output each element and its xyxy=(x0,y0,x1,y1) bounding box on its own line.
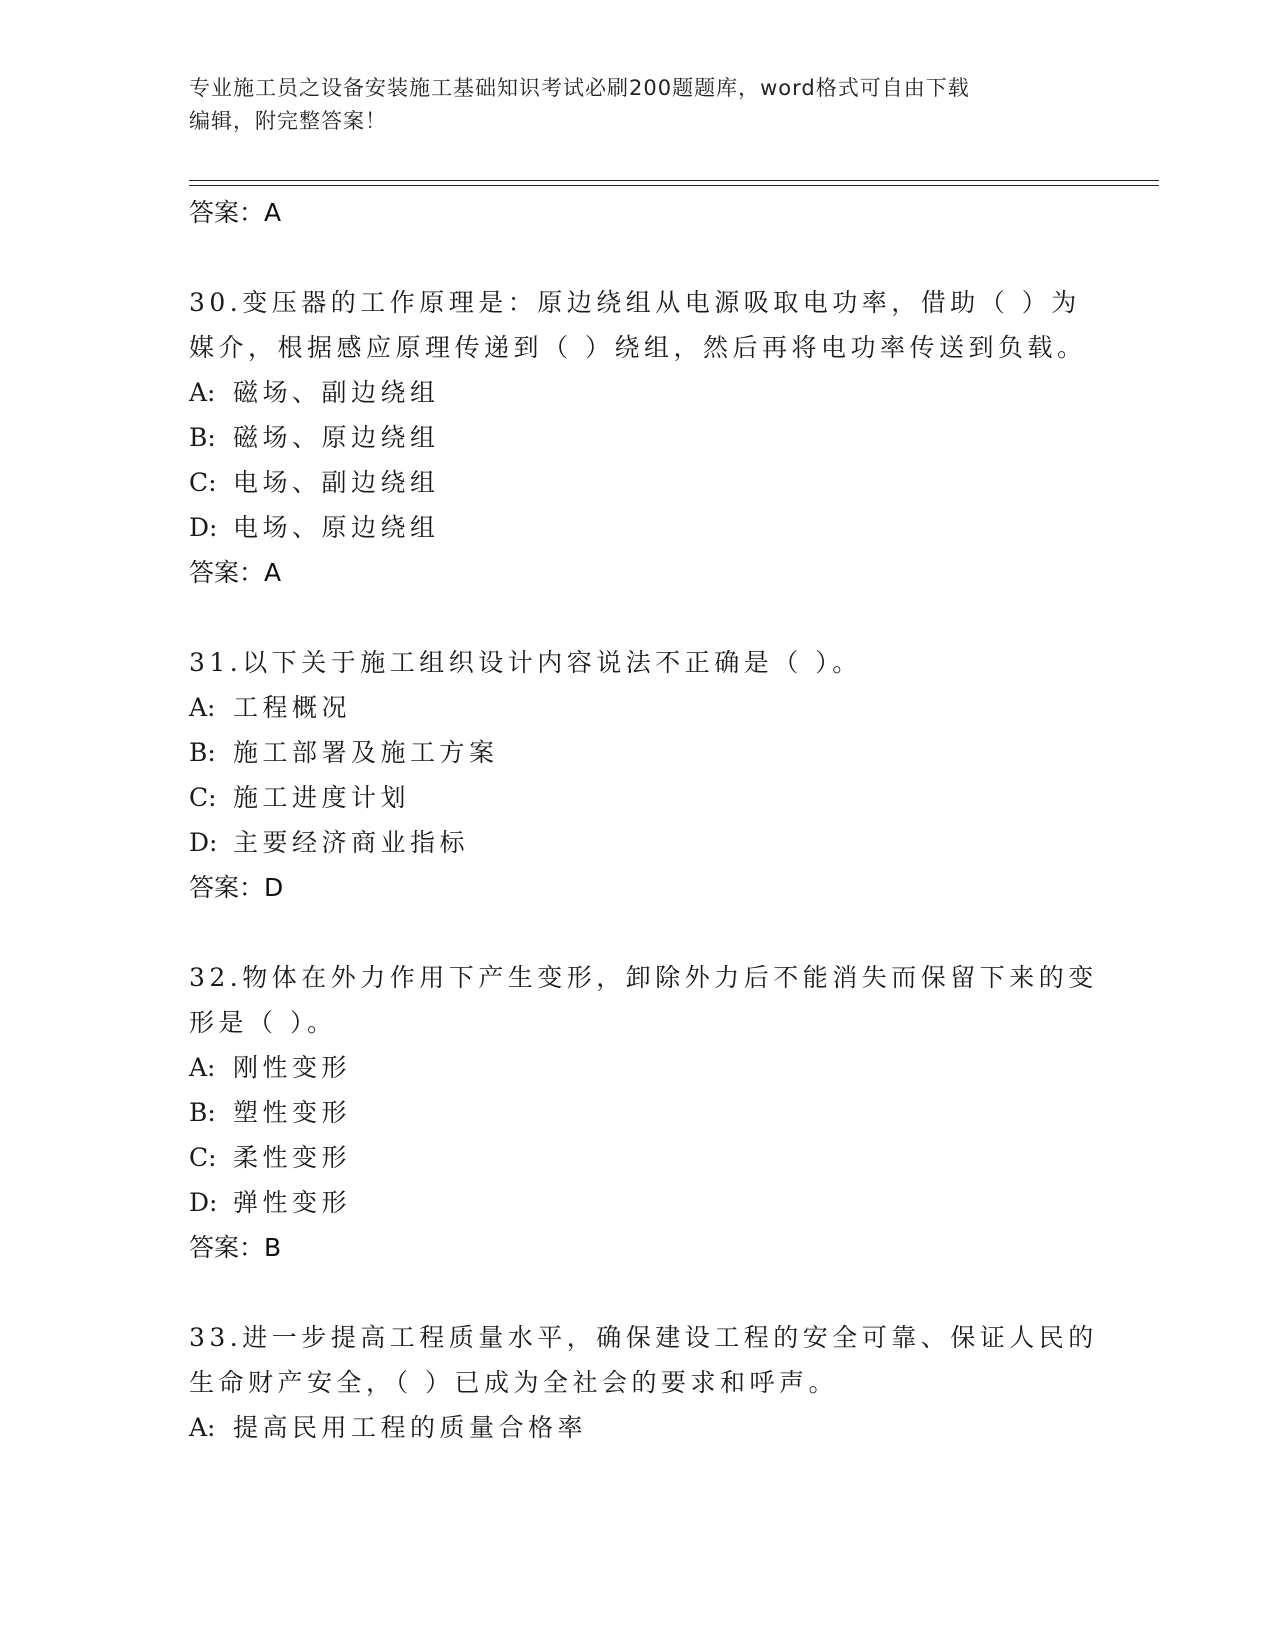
option-d xyxy=(189,820,1089,865)
question-text: 媒介，根据感应原理传递到（ ）绕组，然后再将电功率传送到负载。 xyxy=(189,333,1087,362)
spacer xyxy=(189,1270,1089,1315)
question-text: 33.进一步提高工程质量水平，确保建设工程的安全可靠、保证人民的 xyxy=(189,1323,1098,1352)
option-text: 刚性变形 xyxy=(233,1053,352,1082)
option-c xyxy=(189,775,1089,820)
option-label: A: xyxy=(189,378,216,407)
option-label: D: xyxy=(189,513,218,542)
page-header xyxy=(189,72,1089,138)
option-c xyxy=(189,460,1089,505)
option-text: 电场、原边绕组 xyxy=(233,513,440,542)
option-label: D: xyxy=(189,828,218,857)
option-text: 塑性变形 xyxy=(233,1098,352,1127)
option-text: 施工部署及施工方案 xyxy=(233,738,499,767)
question-33 xyxy=(189,1315,1098,1450)
spacer xyxy=(189,235,1089,280)
header-rule-top xyxy=(189,180,1159,181)
question-text: 31.以下关于施工组织设计内容说法不正确是（ ）。 xyxy=(189,648,862,677)
option-text: 弹性变形 xyxy=(233,1188,352,1217)
answer-line: 答案：D xyxy=(189,873,284,902)
question-text: 生命财产安全，（ ）已成为全社会的要求和呼声。 xyxy=(189,1368,838,1397)
header-rule-bottom xyxy=(189,185,1159,186)
option-a xyxy=(189,1405,1089,1450)
question-text: 形是（ ）。 xyxy=(189,1008,337,1037)
question-text: 32.物体在外力作用下产生变形，卸除外力后不能消失而保留下来的变 xyxy=(189,963,1098,992)
answer-line: 答案：A xyxy=(189,198,282,227)
header-line-1: 专业施工员之设备安装施工基础知识考试必刷200题题库，word格式可自由下载 xyxy=(189,76,970,100)
question-text: 30.变压器的工作原理是：原边绕组从电源吸取电功率，借助（ ）为 xyxy=(189,288,1081,317)
option-a xyxy=(189,685,1089,730)
answer-line: 答案：A xyxy=(189,558,282,587)
option-a xyxy=(189,370,1089,415)
option-text: 提高民用工程的质量合格率 xyxy=(233,1413,588,1442)
option-label: B: xyxy=(189,1098,216,1127)
spacer xyxy=(189,595,1089,640)
option-label: C: xyxy=(189,468,217,497)
option-label: A: xyxy=(189,693,216,722)
answer-line: 答案：B xyxy=(189,1233,282,1262)
option-b xyxy=(189,415,1089,460)
option-label: C: xyxy=(189,1143,217,1172)
question-32 xyxy=(189,955,1098,1270)
option-text: 施工进度计划 xyxy=(233,783,411,812)
option-label: B: xyxy=(189,738,216,767)
option-text: 主要经济商业指标 xyxy=(233,828,470,857)
header-line-2: 编辑，附完整答案！ xyxy=(189,109,387,133)
option-text: 柔性变形 xyxy=(233,1143,352,1172)
question-30 xyxy=(189,280,1089,595)
question-31 xyxy=(189,640,1089,910)
option-label: A: xyxy=(189,1053,216,1082)
option-b xyxy=(189,730,1089,775)
option-a xyxy=(189,1045,1089,1090)
option-label: A: xyxy=(189,1413,216,1442)
option-text: 工程概况 xyxy=(233,693,352,722)
spacer xyxy=(189,910,1089,955)
option-d xyxy=(189,1180,1089,1225)
option-c xyxy=(189,1135,1089,1180)
option-label: C: xyxy=(189,783,217,812)
option-d xyxy=(189,505,1089,550)
option-text: 磁场、副边绕组 xyxy=(233,378,440,407)
option-text: 磁场、原边绕组 xyxy=(233,423,440,452)
question-list xyxy=(189,190,1098,1450)
option-b xyxy=(189,1090,1089,1135)
option-text: 电场、副边绕组 xyxy=(233,468,440,497)
option-label: B: xyxy=(189,423,216,452)
option-label: D: xyxy=(189,1188,218,1217)
